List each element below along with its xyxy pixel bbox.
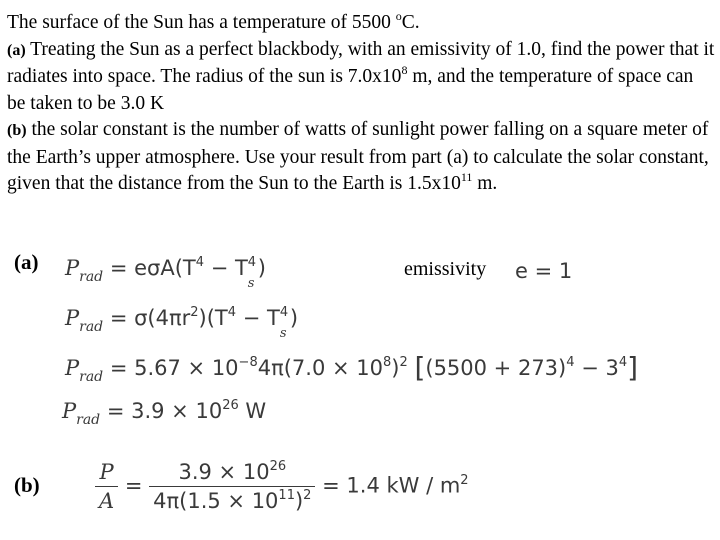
part-a-statement: (a) Treating the Sun as a perfect blackbody, with an emissivity of 1.0, find the power that it radiates into space. The radius of the sun is $7.0x10^8$ m, and the temperature of space can be taken to be 3.0 K — [7, 38, 715, 114]
solution-label-b: (b) — [14, 473, 40, 497]
problem-statement — [7, 10, 715, 198]
equation-5: $\frac{P}{A}$ = $\frac{3.9 \times 10^{26}}{4\pi(1.5 \times 10^{11})^2}$ = 1.4 kW / $m^2$ — [95, 460, 469, 513]
part-b-statement: (b) the solar constant is the number of watts of sunlight power falling on a square meter of the Earth’s upper atmosphere. Use your result from part (a) to calculate the solar constant, given that the distance from the Sun to the Earth is $1.5x10^{11}$ m. — [7, 119, 709, 194]
equation-4: $P_{rad} = 3.9 \times 10^{26}$ W — [62, 398, 267, 428]
equation-1: $P_{rad} = e\sigma A(T^4 - T$ 4 s ) — [65, 255, 266, 291]
equation-3: $P_{rad} = 5.67 \times 10^{-8}4\pi(7.0 \times 10^8)^2$ $[(5500 + 273)^4 - 3^4]$ — [65, 351, 639, 385]
solution-label-a: (a) — [14, 250, 39, 274]
fraction-power-per-area: $\frac{P}{A}$ — [95, 460, 118, 513]
equation-2: $P_{rad} = \sigma(4\pi r^2)(T^4 - T$ 4 s ) — [65, 305, 299, 341]
emissivity-equation: e = 1 — [515, 259, 573, 283]
fraction-solar-constant: $\frac{3.9 \times 10^{26}}{4\pi(1.5 \times 10^{11})^2}$ — [149, 460, 315, 513]
emissivity-label: emissivity — [404, 258, 487, 280]
problem-intro: The surface of the Sun has a temperature of 5500 $^o$C. — [7, 8, 420, 33]
part-b-tag: (b) — [7, 122, 27, 139]
part-a-tag: (a) — [7, 41, 26, 59]
